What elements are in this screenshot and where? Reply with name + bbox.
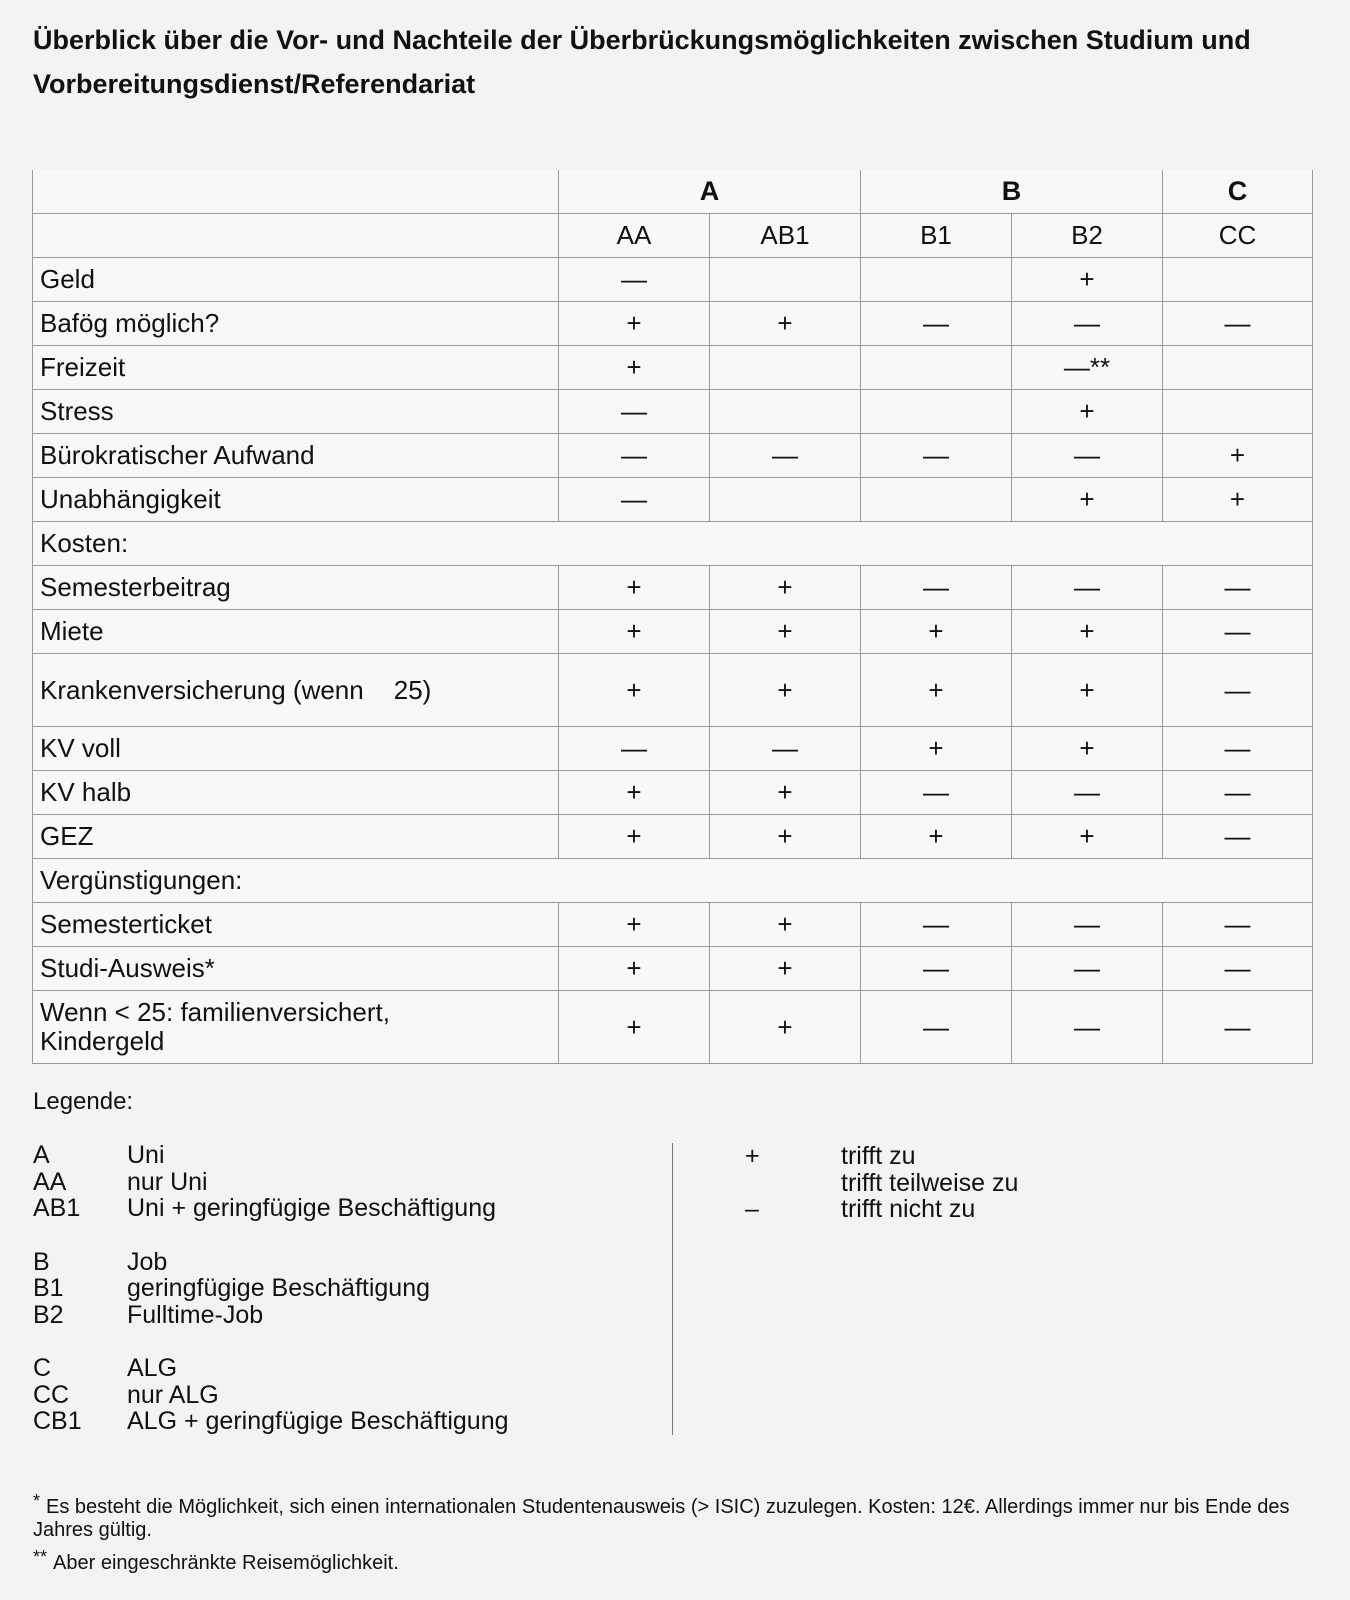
symbol-glyph: – <box>745 1195 759 1223</box>
row-label <box>33 947 559 991</box>
group-header-c: C <box>1163 170 1313 214</box>
group-header-b: B <box>861 170 1163 214</box>
row-label-text: KV halb <box>40 777 132 807</box>
rating-cell: + <box>559 566 710 610</box>
rating-cell <box>861 478 1012 522</box>
table-row <box>33 991 1313 1064</box>
rating-cell: + <box>710 815 861 859</box>
rating-cell: + <box>710 302 861 346</box>
legend-item <box>33 1169 509 1196</box>
legend-code: CC <box>33 1380 70 1409</box>
rating-cell <box>710 258 861 302</box>
legend-codes <box>33 1142 509 1462</box>
rating-cell: + <box>861 727 1012 771</box>
symbol-text: trifft zu <box>841 1142 916 1170</box>
row-label-text: Miete <box>40 616 104 646</box>
table-row <box>33 771 1313 815</box>
table-row <box>33 654 1313 727</box>
rating-cell: + <box>1012 815 1163 859</box>
legend-item <box>33 1195 509 1222</box>
legend-text: ALG <box>127 1354 178 1382</box>
rating-cell: + <box>559 302 710 346</box>
rating-cell: + <box>559 903 710 947</box>
rating-cell: + <box>559 771 710 815</box>
row-label <box>33 434 559 478</box>
row-label <box>33 610 559 654</box>
rating-cell: + <box>710 947 861 991</box>
rating-cell <box>710 346 861 390</box>
legend-text: Fulltime-Job <box>127 1300 264 1329</box>
table-row <box>33 434 1313 478</box>
rating-cell: + <box>559 654 710 727</box>
symbol-item <box>745 1143 1018 1170</box>
rating-cell: — <box>559 390 710 434</box>
rating-cell: + <box>710 771 861 815</box>
rating-cell: — <box>1163 727 1313 771</box>
row-label <box>33 654 559 727</box>
legend-text: nur ALG <box>127 1380 219 1409</box>
rating-cell: — <box>1012 566 1163 610</box>
group-header-row <box>33 170 1313 214</box>
rating-cell: + <box>1012 610 1163 654</box>
rating-cell <box>861 346 1012 390</box>
rating-cell: — <box>861 947 1012 991</box>
rating-cell: + <box>710 903 861 947</box>
legend-code: AA <box>33 1167 67 1196</box>
row-label-text: Stress <box>40 396 114 426</box>
rating-cell: — <box>710 727 861 771</box>
legend-code: C <box>33 1354 52 1382</box>
rating-cell: — <box>1163 815 1313 859</box>
subheader-cc: CC <box>1163 214 1313 258</box>
legend-item <box>33 1302 509 1329</box>
section-row <box>33 522 1313 566</box>
table-row <box>33 947 1313 991</box>
rating-cell: + <box>1012 258 1163 302</box>
rating-cell: — <box>1012 903 1163 947</box>
symbol-glyph: + <box>745 1142 760 1170</box>
footnotes <box>33 1490 1323 1579</box>
legend-code: AB1 <box>33 1194 81 1222</box>
rating-cell: — <box>710 434 861 478</box>
rating-cell: + <box>559 610 710 654</box>
footnote <box>33 1490 1323 1542</box>
row-label-text: Freizeit <box>40 352 126 382</box>
rating-cell <box>1163 390 1313 434</box>
page-title: Überblick über die Vor- und Nachteile der Überbrückungsmöglichkeiten zwischen Studium und Vorbereitungsdienst/Referendariat <box>33 25 1251 99</box>
legend-item <box>33 1355 509 1382</box>
rating-cell <box>710 390 861 434</box>
row-label <box>33 991 559 1064</box>
subheader-aa: AA <box>559 214 710 258</box>
row-label-line2: Kindergeld <box>40 1026 165 1056</box>
table-row <box>33 346 1313 390</box>
rating-cell: + <box>559 991 710 1064</box>
row-label-text: KV voll <box>40 733 121 763</box>
rating-cell: + <box>710 991 861 1064</box>
legend-group <box>33 1142 509 1222</box>
rating-cell: —** <box>1012 346 1163 390</box>
legend-group <box>33 1249 509 1329</box>
rating-cell: + <box>559 815 710 859</box>
rating-cell: — <box>1163 654 1313 727</box>
rating-cell: — <box>1012 947 1163 991</box>
rating-cell: — <box>861 771 1012 815</box>
table-row <box>33 478 1313 522</box>
rating-cell <box>710 478 861 522</box>
row-label-text: Unabhängigkeit <box>40 484 221 514</box>
legend-code: A <box>33 1141 50 1169</box>
subheader-b1: B1 <box>861 214 1012 258</box>
row-label <box>33 346 559 390</box>
rating-cell: — <box>1012 771 1163 815</box>
symbol-item <box>745 1196 1018 1223</box>
rating-cell: + <box>710 610 861 654</box>
rating-cell: + <box>1012 654 1163 727</box>
rating-cell: + <box>1012 390 1163 434</box>
row-label-suffix: 25) <box>393 674 432 705</box>
legend-symbols <box>745 1143 1018 1223</box>
row-label-text: GEZ <box>40 821 94 851</box>
rating-cell: — <box>1163 566 1313 610</box>
comparison-table <box>32 170 1313 1064</box>
rating-cell: + <box>1012 727 1163 771</box>
corner-cell <box>33 170 559 214</box>
table-row <box>33 903 1313 947</box>
rating-cell: — <box>1163 771 1313 815</box>
rating-cell: + <box>1163 478 1313 522</box>
group-header-a: A <box>559 170 861 214</box>
rating-cell: + <box>1012 478 1163 522</box>
row-label <box>33 566 559 610</box>
rating-cell: — <box>1163 610 1313 654</box>
rating-cell <box>1163 346 1313 390</box>
rating-cell <box>861 390 1012 434</box>
table-row <box>33 390 1313 434</box>
table-row <box>33 727 1313 771</box>
section-label: Kosten: <box>33 522 1313 566</box>
symbol-item <box>745 1170 1018 1197</box>
row-label <box>33 815 559 859</box>
row-label-text: Studi-Ausweis* <box>40 953 215 983</box>
table-row <box>33 258 1313 302</box>
legend-code: CB1 <box>33 1407 82 1435</box>
rating-cell: — <box>1163 302 1313 346</box>
footnote-mark: * <box>33 1491 41 1511</box>
legend-item <box>33 1142 509 1169</box>
symbol-glyph <box>745 1170 841 1197</box>
row-label <box>33 727 559 771</box>
legend-item <box>33 1249 509 1276</box>
symbol-text: trifft nicht zu <box>841 1195 976 1223</box>
legend-text: Uni + geringfügige Beschäftigung <box>127 1194 497 1222</box>
table-row <box>33 610 1313 654</box>
rating-cell: — <box>559 478 710 522</box>
rating-cell <box>1163 258 1313 302</box>
row-label <box>33 258 559 302</box>
rating-cell: + <box>861 815 1012 859</box>
row-label-text: Bürokratischer Aufwand <box>40 440 315 470</box>
symbol-text: trifft teilweise zu <box>841 1168 1019 1197</box>
legend-divider <box>672 1143 673 1435</box>
legend-group <box>33 1355 509 1435</box>
rating-cell: — <box>1163 991 1313 1064</box>
row-label-text: Bafög möglich? <box>40 308 220 338</box>
section-row <box>33 859 1313 903</box>
rating-cell: — <box>1012 302 1163 346</box>
row-label <box>33 903 559 947</box>
table-row <box>33 302 1313 346</box>
row-label-text: Geld <box>40 264 95 294</box>
row-label <box>33 390 559 434</box>
section-label: Vergünstigungen: <box>33 859 1313 903</box>
subheader-b2: B2 <box>1012 214 1163 258</box>
footnote-text: Aber eingeschränkte Reisemöglichkeit. <box>53 1552 399 1574</box>
rating-cell: — <box>1163 903 1313 947</box>
rating-cell: + <box>559 947 710 991</box>
subheader-ab1: AB1 <box>710 214 861 258</box>
row-label-text: Semesterticket <box>40 909 212 939</box>
rating-cell: — <box>861 991 1012 1064</box>
legend-code: B1 <box>33 1274 64 1302</box>
legend-item <box>33 1275 509 1302</box>
rating-cell: — <box>861 302 1012 346</box>
legend-item <box>33 1408 509 1435</box>
legend-text: geringfügige Beschäftigung <box>127 1274 431 1302</box>
legend-text: Uni <box>127 1141 165 1169</box>
row-label-text: Krankenversicherung (wenn <box>40 674 364 705</box>
rating-cell: — <box>559 727 710 771</box>
footnote-mark: ** <box>33 1547 48 1567</box>
row-label <box>33 302 559 346</box>
legend-heading: Legende: <box>33 1088 134 1115</box>
footnote-text: Es besteht die Möglichkeit, sich einen internationalen Studentenausweis (> ISIC) zuzulegen. Kosten: 12€. Allerdings immer nur bis Ende des Jahres gültig. <box>33 1496 1290 1541</box>
rating-cell: — <box>1012 991 1163 1064</box>
row-label <box>33 771 559 815</box>
rating-cell: + <box>559 346 710 390</box>
rating-cell: — <box>559 434 710 478</box>
row-label-text: Semesterbeitrag <box>40 572 231 602</box>
row-label-line1: Wenn < 25: familienversichert, <box>40 997 390 1027</box>
rating-cell: + <box>710 654 861 727</box>
rating-cell: — <box>861 903 1012 947</box>
legend-text: Job <box>127 1247 168 1276</box>
subheader-row <box>33 214 1313 258</box>
rating-cell: + <box>1163 434 1313 478</box>
legend-text: nur Uni <box>127 1167 208 1196</box>
rating-cell: + <box>861 654 1012 727</box>
rating-cell: + <box>861 610 1012 654</box>
rating-cell: — <box>559 258 710 302</box>
table-row <box>33 815 1313 859</box>
legend-item <box>33 1382 509 1409</box>
rating-cell: — <box>1163 947 1313 991</box>
legend-code: B2 <box>33 1300 64 1329</box>
rating-cell: + <box>710 566 861 610</box>
subheader-blank <box>33 214 559 258</box>
legend-code: B <box>33 1247 50 1276</box>
footnote <box>33 1546 1323 1575</box>
rating-cell: — <box>861 434 1012 478</box>
rating-cell: — <box>1012 434 1163 478</box>
row-label <box>33 478 559 522</box>
rating-cell <box>861 258 1012 302</box>
table-row <box>33 566 1313 610</box>
rating-cell: — <box>861 566 1012 610</box>
legend-text: ALG + geringfügige Beschäftigung <box>127 1407 509 1435</box>
